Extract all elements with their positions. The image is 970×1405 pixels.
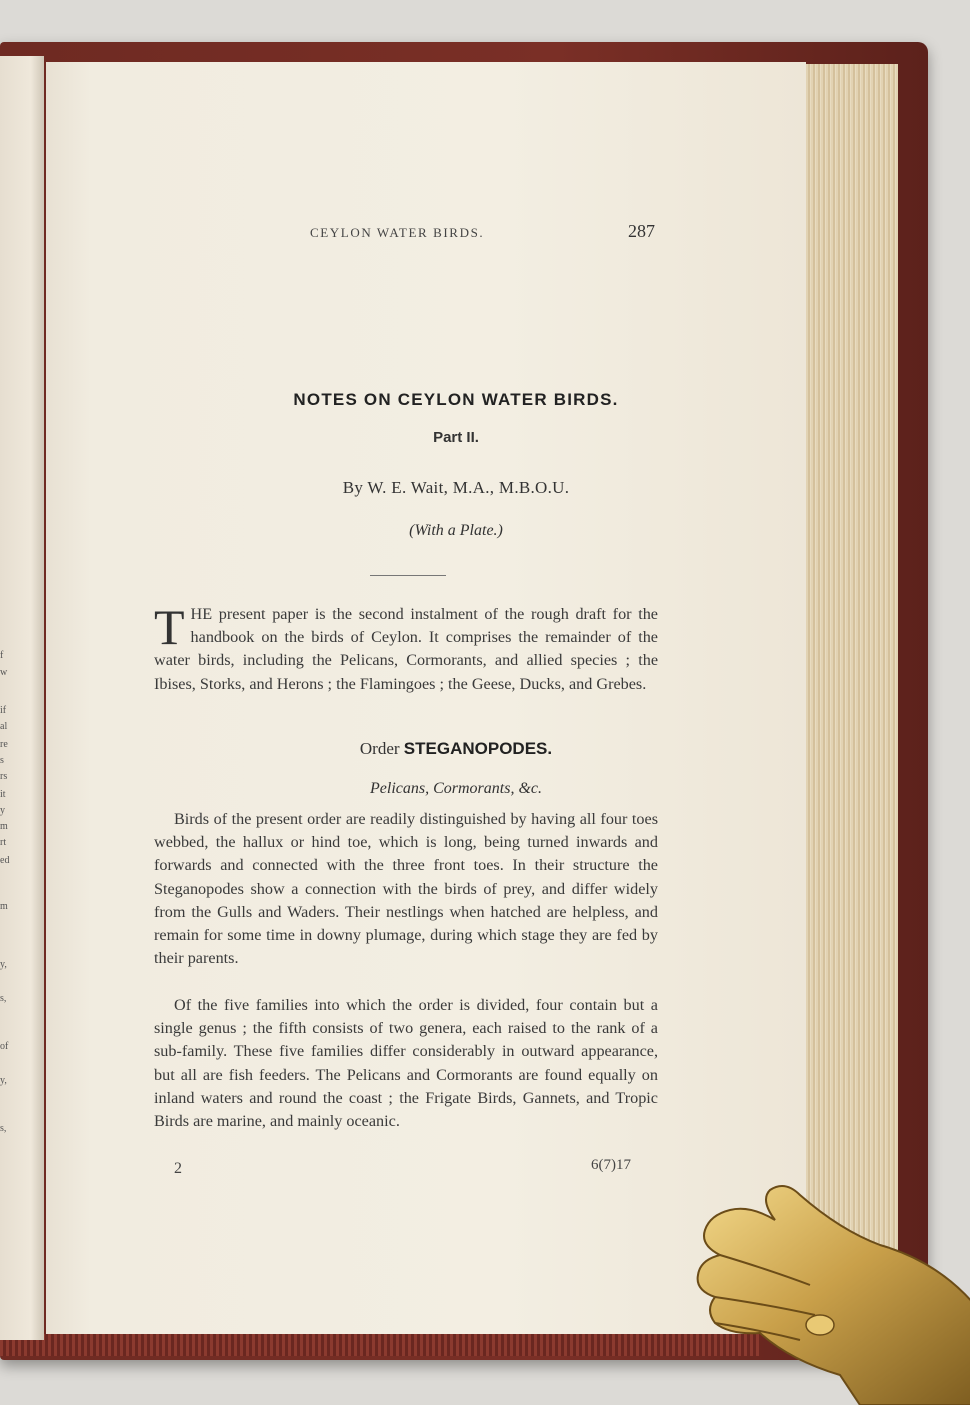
plate-note: (With a Plate.) [409,522,503,539]
left-page-fragment: rt [0,837,7,848]
left-page-fragment: m [0,901,8,912]
page-number: 287 [628,221,655,241]
left-page-fragment: it [0,789,6,800]
left-page-fragment: f [0,650,4,661]
book-page [46,62,806,1334]
left-page-fragment: of [0,1041,9,1052]
left-page-fragment: y, [0,1075,7,1086]
left-page-fragment: rs [0,771,8,782]
article-part: Part II. [433,429,479,446]
article-title: NOTES ON CEYLON WATER BIRDS. [293,390,619,409]
left-page-fragment: al [0,721,8,732]
intro-text: HE present paper is the second instalment of the rough draft for the handbook on the birds of Ceylon. It comprises the remainder of the water birds, including the Pelicans, Cormorants, and allied species ; the Ibises, Storks, and Herons ; the Flamingoes ; the Geese, Ducks, and Grebes. [154,605,658,693]
order-subheading: Pelicans, Cormorants, &c. [370,780,542,797]
left-page-fragment: m [0,821,8,832]
body-paragraph: Birds of the present order are readily distinguished by having all four toes webbed, the hallux or hind toe, which is long, being turned inwards and forwards and connected with the three front toes. In their structure the Steganopodes show a connection with the birds of prey, and differ widely from the Gulls and Waders. Their nestlings when hatched are helpless, and remain for some time in downy plumage, during which stage they are fed by their parents. [154,810,658,968]
running-title: CEYLON WATER BIRDS. [310,225,485,240]
printer-mark: 6(7)17 [591,1157,631,1173]
author-byline: By W. E. Wait, M.A., M.B.O.U. [342,478,570,497]
intro-paragraph [154,599,658,696]
signature-mark: 2 [174,1160,182,1177]
left-page-fragment: s [0,755,4,766]
order-name: STEGANOPODES. [403,739,553,758]
order-prefix: Order [359,739,404,758]
left-page-fragment: s, [0,993,7,1004]
left-page-fragment: ed [0,855,10,866]
left-page-fragment: if [0,705,7,716]
book-cover-edge [0,1334,760,1356]
page-block-edges [804,64,898,1332]
left-page-fragment: w [0,667,8,678]
left-page-edge [0,56,44,1340]
order-heading [46,739,866,759]
body-paragraph: Of the five families into which the order is divided, four contain but a single genus ; the fifth consists of two genera, each raised to the rank of a sub-family. These five families differ considerably in outward appearance, but all are fish feeders. The Pelicans and Cormorants are found equally on inland waters and round the coast ; the Frigate Birds, Gannets, and Tropic Birds are marine, and mainly oceanic. [154,996,658,1131]
brass-hand-page-weight [690,1175,970,1405]
left-page-fragment: re [0,739,8,750]
drop-cap: T [154,599,185,655]
left-page-fragment: s, [0,1123,7,1134]
left-page-fragment: y [0,805,5,816]
left-page-fragment: y, [0,959,7,970]
section-rule [370,575,446,576]
